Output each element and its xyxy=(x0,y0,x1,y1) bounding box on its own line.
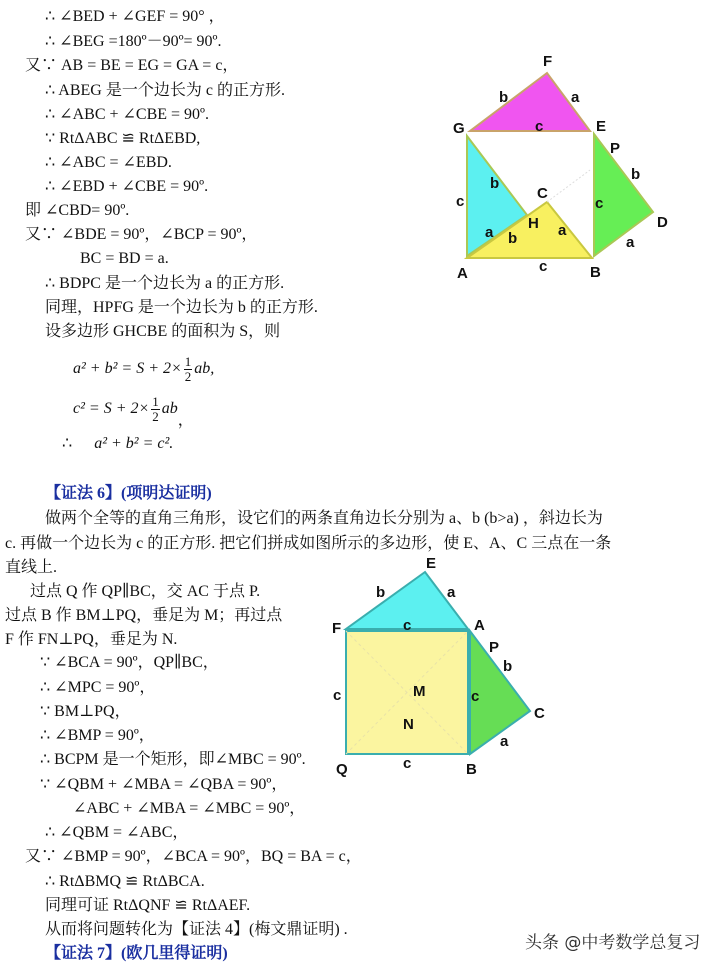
label-A: A xyxy=(457,265,468,282)
side-label: a xyxy=(558,222,567,239)
label-G: G xyxy=(453,120,465,137)
side-label: b xyxy=(508,230,518,247)
label-B: B xyxy=(466,761,477,778)
proof-line: ∴ ∠MPC = 90º， xyxy=(40,679,156,696)
formula-3: ∴ a² + b² = c². xyxy=(62,435,174,452)
proof-line: ∵ RtΔABC ≌ RtΔEBD, xyxy=(45,130,201,147)
proof-line: 同理，HPFG 是一个边长为 b 的正方形. xyxy=(45,299,318,316)
paragraph-line: 做两个全等的直角三角形，设它们的两条直角边长分别为 a、b (b>a) ，斜边长为 xyxy=(45,510,603,527)
proof-line: 设多边形 GHCBE 的面积为 S，则 xyxy=(45,323,281,340)
proof-line: ∴ ∠ABC + ∠CBE = 90º. xyxy=(45,106,210,123)
proof-line: 过点 Q 作 QP∥BC，交 AC 于点 P. xyxy=(30,583,261,600)
formula-text: ab, xyxy=(194,360,215,378)
proof-line: BC = BD = a. xyxy=(80,250,169,267)
proof-line: ∴ BCPM 是一个矩形，即∠MBC = 90º. xyxy=(40,751,306,768)
side-label: c xyxy=(539,258,548,275)
proof-line: ∴ ABEG 是一个边长为 c 的正方形. xyxy=(45,82,285,99)
proof-line: ∴ BDPC 是一个边长为 a 的正方形. xyxy=(45,275,285,292)
label-F: F xyxy=(332,620,342,637)
proof-line: ∠ABC + ∠MBA = ∠MBC = 90º， xyxy=(73,800,306,817)
side-label: c xyxy=(403,755,412,772)
label-E: E xyxy=(426,555,437,572)
label-E: E xyxy=(596,118,607,135)
proof-line: F 作 FN⊥PQ，垂足为 N. xyxy=(5,631,178,648)
label-P: P xyxy=(489,639,500,656)
proof-line: ∵ BM⊥PQ， xyxy=(40,703,131,720)
label-P: P xyxy=(610,140,621,157)
label-C: C xyxy=(537,185,548,202)
proof-line: ∴ ∠BMP = 90º， xyxy=(40,727,155,744)
label-M: M xyxy=(413,683,426,700)
side-label: c xyxy=(456,193,465,210)
label-D: D xyxy=(657,214,668,231)
proof-line: ∵ ∠BCA = 90º，QP∥BC， xyxy=(40,654,219,671)
side-label: a xyxy=(500,733,509,750)
label-Q: Q xyxy=(336,761,348,778)
side-label: c xyxy=(471,688,480,705)
side-label: a xyxy=(485,224,494,241)
proof-line: ∴ ∠BEG =180º－90º= 90º. xyxy=(45,33,222,50)
section-heading: 【证法 6】(项明达证明) xyxy=(45,485,212,502)
proof-line: 从而将问题转化为【证法 4】(梅文鼎证明) . xyxy=(45,921,348,938)
formula-text: a² + b² = S + 2× xyxy=(73,360,182,378)
label-F: F xyxy=(543,53,553,70)
side-label: b xyxy=(503,658,513,675)
paragraph-line: c. 再做一个边长为 c 的正方形. 把它们拼成如图所示的多边形，使 E、A、C 三点在一条 xyxy=(5,535,612,552)
side-label: b xyxy=(499,89,509,106)
proof-line: 同理可证 RtΔQNF ≌ RtΔAEF. xyxy=(45,897,251,914)
label-C: C xyxy=(534,705,545,722)
proof-line: 又∵ ∠BMP = 90º，∠BCA = 90º，BQ = BA = c， xyxy=(25,848,362,865)
proof-line: 又∵ ∠BDE = 90º，∠BCP = 90º， xyxy=(25,226,258,243)
label-A: A xyxy=(474,617,485,634)
label-H: H xyxy=(528,215,539,232)
formula-2: c² = S + 2× $\frac{1}{2}$ ab， xyxy=(73,394,194,430)
proof-line: ∴ ∠BED + ∠GEF = 90° ， xyxy=(45,8,225,25)
label-N: N xyxy=(403,716,414,733)
side-label: a xyxy=(626,234,635,251)
label-B: B xyxy=(590,264,601,281)
proof-line: ∴ ∠QBM = ∠ABC， xyxy=(45,824,189,841)
side-label: c xyxy=(535,118,544,135)
formula-text: ab xyxy=(161,400,178,418)
paragraph-line: 直线上. xyxy=(5,559,58,576)
fraction: $\frac{1}{2}$ xyxy=(152,394,159,424)
side-label: b xyxy=(376,584,386,601)
side-label: c xyxy=(333,687,342,704)
side-label: a xyxy=(447,584,456,601)
dashed-line xyxy=(547,170,590,202)
proof-line: ∵ ∠QBM + ∠MBA = ∠QBA = 90º， xyxy=(40,776,288,793)
proof-line: ∴ ∠EBD + ∠CBE = 90º. xyxy=(45,178,209,195)
side-label: c xyxy=(595,195,604,212)
proof-line: 又∵ AB = BE = EG = GA = c， xyxy=(25,57,239,74)
proof-line: ∴ RtΔBMQ ≌ RtΔBCA. xyxy=(45,873,205,890)
watermark: 头条 @中考数学总复习 xyxy=(525,933,701,953)
proof-line: ∴ ∠ABC = ∠EBD. xyxy=(45,154,172,171)
proof-line: 过点 B 作 BM⊥PQ，垂足为 M；再过点 xyxy=(5,607,283,624)
side-label: b xyxy=(490,175,500,192)
fraction: $\frac{1}{2}$ xyxy=(184,354,192,384)
side-label: b xyxy=(631,166,641,183)
formula-text: c² = S + 2× xyxy=(73,400,150,418)
side-label: a xyxy=(571,89,580,106)
side-label: c xyxy=(403,617,412,634)
section-heading: 【证法 7】(欧几里得证明) xyxy=(45,945,228,962)
proof-line: 即 ∠CBD= 90º. xyxy=(25,202,130,219)
